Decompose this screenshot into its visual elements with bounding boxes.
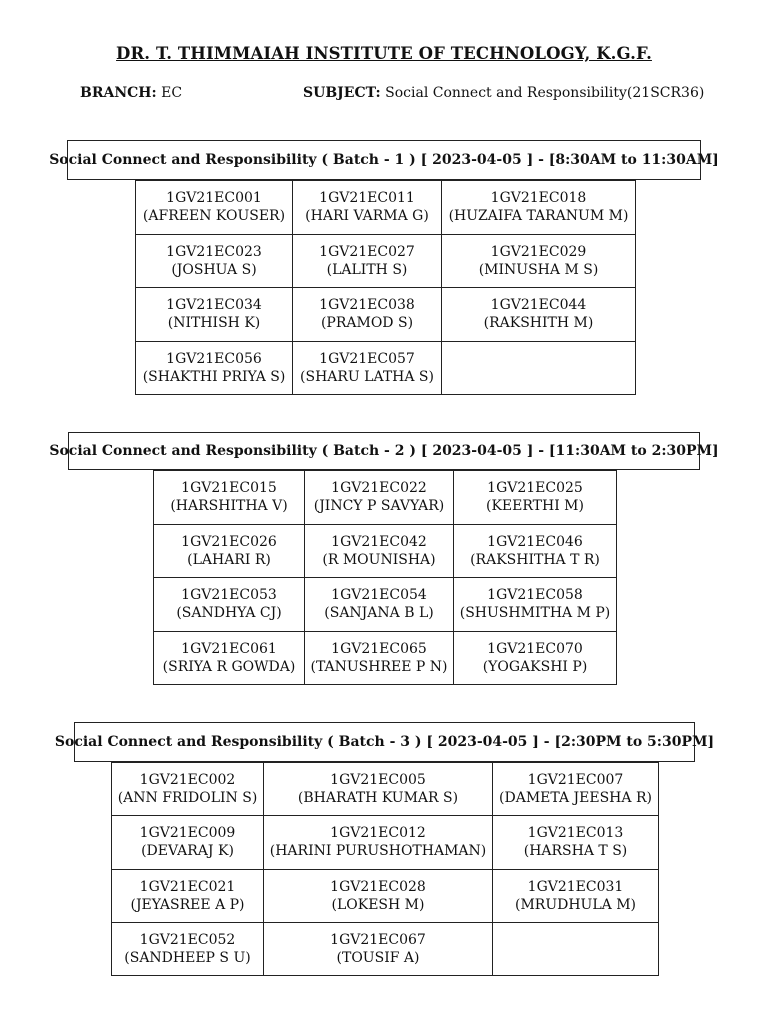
- batch-1-table: [135, 180, 636, 395]
- student-name: (HUZAIFA TARANUM M): [448, 208, 629, 225]
- student-cell: [454, 578, 617, 632]
- batch-3-table: [111, 762, 659, 976]
- student-usn: 1GV21EC044: [490, 297, 587, 314]
- student-usn: 1GV21EC052: [139, 932, 236, 949]
- student-usn: 1GV21EC027: [319, 243, 415, 260]
- student-cell: [493, 922, 659, 975]
- student-usn: 1GV21EC034: [166, 297, 262, 314]
- student-cell: [305, 524, 454, 578]
- student-name: (YOGAKSHI P): [482, 658, 588, 675]
- student-usn: 1GV21EC013: [527, 825, 624, 842]
- table-row: [154, 578, 617, 632]
- student-name: (BHARATH KUMAR S): [297, 790, 459, 807]
- student-cell: [493, 816, 659, 869]
- student-cell: [264, 922, 493, 975]
- student-cell: [264, 816, 493, 869]
- student-usn: 1GV21EC009: [139, 825, 236, 842]
- student-usn: 1GV21EC065: [331, 640, 427, 657]
- student-cell: [293, 234, 442, 288]
- student-usn: 1GV21EC056: [166, 350, 262, 367]
- student-usn: 1GV21EC042: [331, 533, 427, 550]
- student-name: (RAKSHITH M): [483, 315, 594, 332]
- table-row: [136, 234, 636, 288]
- student-usn: 1GV21EC015: [181, 480, 277, 497]
- student-cell: [454, 631, 617, 685]
- student-name: (MINUSHA M S): [478, 261, 599, 278]
- student-name: (SHUSHMITHA M P): [459, 605, 611, 622]
- student-cell: [305, 471, 454, 525]
- student-name: (HARSHITHA V): [170, 498, 288, 515]
- student-cell: [305, 631, 454, 685]
- student-name: (HARSHA T S): [523, 843, 628, 860]
- institute-title: DR. T. THIMMAIAH INSTITUTE OF TECHNOLOGY, K.G.F.: [116, 44, 652, 63]
- batch-1-header: Social Connect and Responsibility ( Batch - 1 ) [ 2023-04-05 ] - [8:30AM to 11:30AM]: [67, 140, 701, 180]
- student-usn: 1GV21EC038: [319, 297, 415, 314]
- subject-value: Social Connect and Responsibility(21SCR36): [385, 85, 705, 101]
- table-row: [112, 922, 659, 975]
- student-cell: [112, 869, 264, 922]
- student-usn: 1GV21EC002: [139, 772, 236, 789]
- table-row: [112, 869, 659, 922]
- subject-label: SUBJECT:: [303, 85, 381, 101]
- student-name: (RAKSHITHA T R): [470, 551, 600, 568]
- student-name: (AFREEN KOUSER): [142, 208, 286, 225]
- batch-3-header: Social Connect and Responsibility ( Batch - 3 ) [ 2023-04-05 ] - [2:30PM to 5:30PM]: [74, 722, 695, 762]
- student-usn: 1GV21EC053: [181, 587, 277, 604]
- student-name: (SRIYA R GOWDA): [162, 658, 296, 675]
- student-usn: 1GV21EC046: [487, 533, 583, 550]
- student-name: (JINCY P SAVYAR): [313, 498, 445, 515]
- student-cell: [442, 234, 636, 288]
- student-usn: 1GV21EC067: [330, 932, 426, 949]
- student-name: (LAHARI R): [187, 551, 271, 568]
- student-name: (JOSHUA S): [171, 261, 257, 278]
- student-cell: [136, 234, 293, 288]
- student-cell: [112, 816, 264, 869]
- student-usn: 1GV21EC018: [490, 190, 587, 207]
- student-usn: 1GV21EC058: [487, 587, 583, 604]
- table-row: [154, 471, 617, 525]
- table-row: [112, 763, 659, 816]
- subject-line: [303, 85, 704, 101]
- student-cell: [154, 524, 305, 578]
- student-usn: 1GV21EC026: [181, 533, 277, 550]
- student-name: (HARI VARMA G): [305, 208, 429, 225]
- student-cell: [305, 578, 454, 632]
- student-name: (DAMETA JEESHA R): [499, 790, 652, 807]
- branch-label: BRANCH:: [80, 85, 157, 101]
- student-cell: [442, 288, 636, 342]
- student-name: (SHARU LATHA S): [300, 368, 434, 385]
- student-cell: [154, 471, 305, 525]
- student-usn: 1GV21EC054: [331, 587, 427, 604]
- student-cell: [136, 288, 293, 342]
- student-name: (NITHISH K): [167, 315, 261, 332]
- student-cell: [442, 181, 636, 235]
- student-name: (SANDHYA CJ): [176, 605, 282, 622]
- student-name: (HARINI PURUSHOTHAMAN): [269, 843, 487, 860]
- branch-line: [80, 85, 182, 101]
- student-usn: 1GV21EC022: [331, 480, 427, 497]
- student-name: (JEYASREE A P): [130, 896, 245, 913]
- student-name: (MRUDHULA M): [514, 896, 637, 913]
- student-usn: 1GV21EC031: [527, 878, 624, 895]
- student-usn: 1GV21EC001: [166, 190, 262, 207]
- student-name: (LALITH S): [326, 261, 408, 278]
- student-name: (SANJANA B L): [324, 605, 434, 622]
- student-name: (TOUSIF A): [336, 950, 420, 967]
- student-cell: [112, 763, 264, 816]
- student-name: (ANN FRIDOLIN S): [117, 790, 258, 807]
- batch-2-table: [153, 470, 617, 685]
- student-name: (TANUSHREE P N): [310, 658, 448, 675]
- student-usn: 1GV21EC005: [330, 772, 426, 789]
- student-usn: 1GV21EC028: [330, 878, 426, 895]
- table-row: [154, 631, 617, 685]
- student-usn: 1GV21EC025: [487, 480, 583, 497]
- table-row: [136, 181, 636, 235]
- branch-value: EC: [161, 85, 183, 101]
- student-cell: [154, 631, 305, 685]
- student-cell: [454, 524, 617, 578]
- student-name: (R MOUNISHA): [322, 551, 436, 568]
- table-row: [136, 288, 636, 342]
- student-name: (SANDHEEP S U): [124, 950, 251, 967]
- table-row: [154, 524, 617, 578]
- student-cell: [293, 181, 442, 235]
- student-cell: [493, 763, 659, 816]
- student-cell: [264, 763, 493, 816]
- student-cell: [154, 578, 305, 632]
- student-usn: 1GV21EC011: [319, 190, 415, 207]
- student-cell: [264, 869, 493, 922]
- student-cell: [136, 181, 293, 235]
- student-usn: 1GV21EC070: [487, 640, 583, 657]
- student-usn: 1GV21EC057: [319, 350, 415, 367]
- student-cell: [112, 922, 264, 975]
- student-usn: 1GV21EC021: [139, 878, 236, 895]
- student-cell: [293, 288, 442, 342]
- student-name: (DEVARAJ K): [141, 843, 234, 860]
- student-cell: [442, 341, 636, 395]
- student-name: (LOKESH M): [331, 896, 425, 913]
- student-usn: 1GV21EC007: [527, 772, 624, 789]
- student-usn: 1GV21EC029: [490, 243, 587, 260]
- student-name: (PRAMOD S): [320, 315, 414, 332]
- student-cell: [493, 869, 659, 922]
- batch-2-header: Social Connect and Responsibility ( Batch - 2 ) [ 2023-04-05 ] - [11:30AM to 2:30PM]: [68, 432, 700, 470]
- student-name: (KEERTHI M): [486, 498, 584, 515]
- student-cell: [454, 471, 617, 525]
- table-row: [136, 341, 636, 395]
- student-name: (SHAKTHI PRIYA S): [142, 368, 286, 385]
- table-row: [112, 816, 659, 869]
- student-cell: [293, 341, 442, 395]
- student-usn: 1GV21EC023: [166, 243, 262, 260]
- student-cell: [136, 341, 293, 395]
- student-usn: 1GV21EC012: [330, 825, 426, 842]
- student-usn: 1GV21EC061: [181, 640, 277, 657]
